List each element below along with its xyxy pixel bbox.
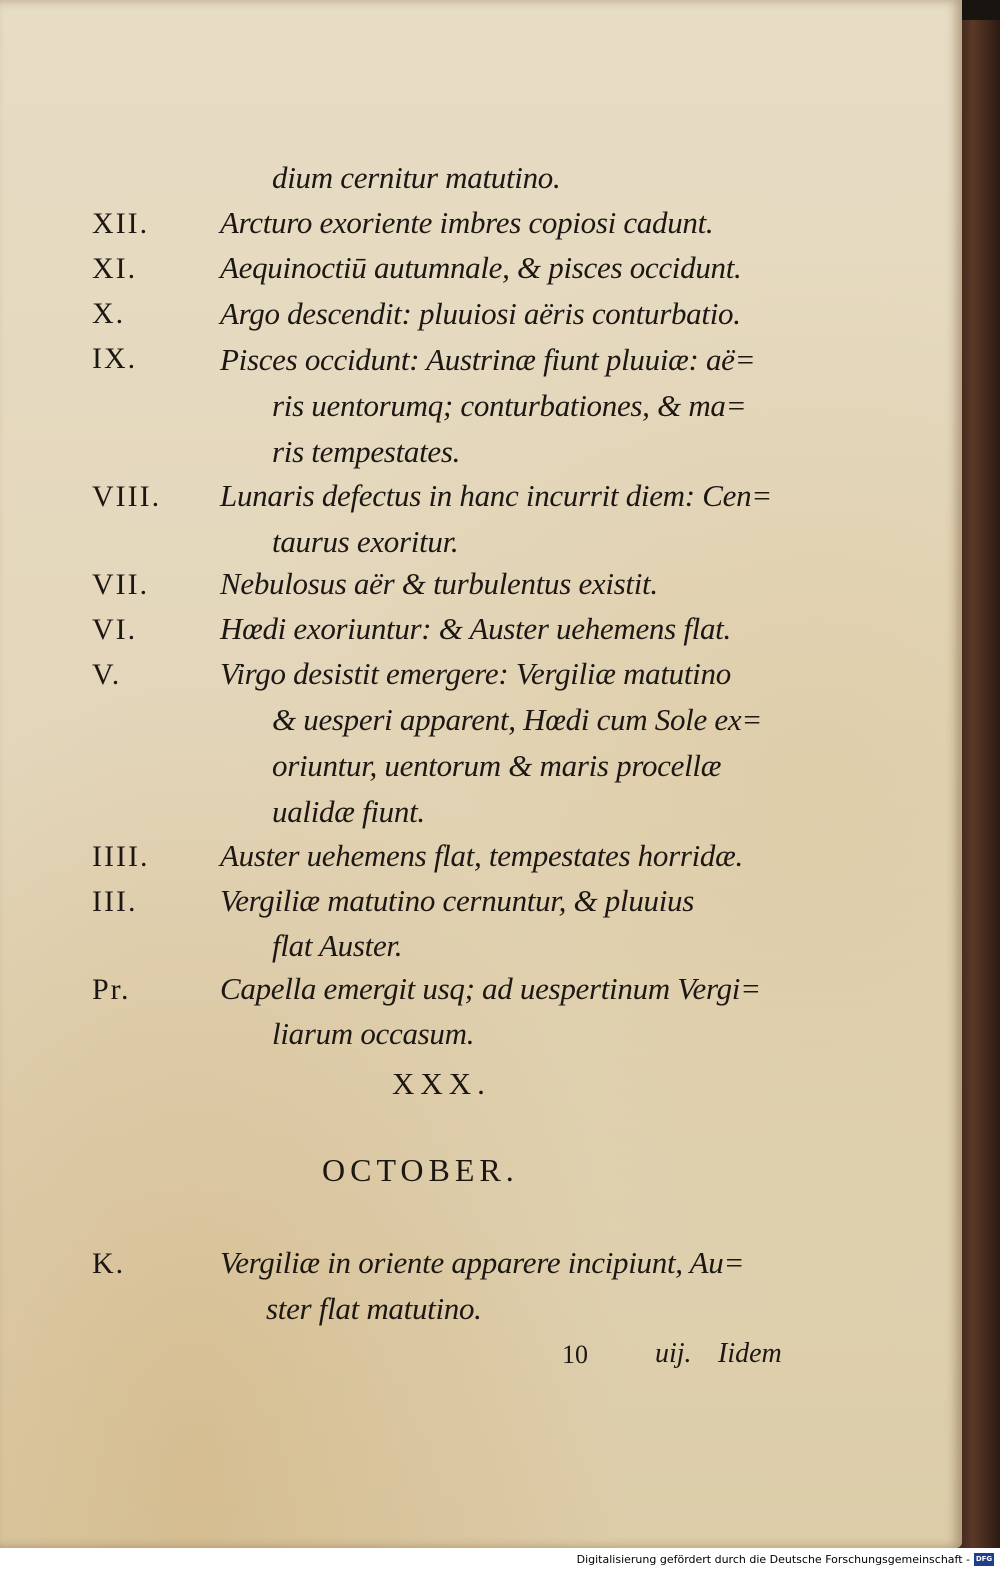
entry-text: Virgo desistit emergere: Vergiliæ matutino — [220, 656, 731, 691]
day-numeral: XII. — [92, 207, 150, 240]
catchword: Iidem — [718, 1338, 782, 1369]
day-numeral: IX. — [92, 342, 138, 375]
day-count: XXX. — [392, 1066, 491, 1101]
attribution-bar — [0, 1548, 1000, 1573]
day-numeral: XI. — [92, 252, 138, 285]
attribution-text: Digitalisierung gefördert durch die Deutsche Forschungsgemeinschaft - — [576, 1553, 970, 1566]
entry-text: Auster uehemens flat, tempestates horridæ. — [220, 838, 743, 873]
day-numeral: V. — [92, 658, 122, 691]
entry-text: ris tempestates. — [272, 434, 461, 469]
entry-text: liarum occasum. — [272, 1016, 475, 1051]
day-numeral: VI. — [92, 613, 138, 646]
day-numeral: VIII. — [92, 480, 162, 513]
dfg-logo: DFG — [974, 1553, 994, 1566]
entry-text: Vergiliæ in oriente apparere incipiunt, Au= — [220, 1245, 745, 1280]
page-number: 10 — [562, 1340, 588, 1369]
entry-text: ster flat matutino. — [266, 1291, 482, 1326]
entry-text: Pisces occidunt: Austrinæ fiunt pluuiæ: aë= — [220, 342, 756, 377]
day-numeral: X. — [92, 297, 126, 330]
month-heading: OCTOBER. — [322, 1152, 519, 1188]
entry-text: & uesperi apparent, Hœdi cum Sole ex= — [272, 702, 762, 737]
continuation-line: dium cernitur matutino. — [272, 160, 561, 195]
entry-text: Capella emergit usq; ad uespertinum Vergi= — [220, 971, 761, 1006]
entry-text: Aequinoctiū autumnale, & pisces occidunt. — [220, 250, 742, 285]
entry-text: Argo descendit: pluuiosi aëris conturbatio. — [220, 296, 741, 331]
day-numeral: VII. — [92, 568, 150, 601]
entry-text: taurus exoritur. — [272, 524, 459, 559]
entry-text: oriuntur, uentorum & maris procellæ — [272, 748, 722, 783]
entry-text: Arcturo exoriente imbres copiosi cadunt. — [220, 205, 714, 240]
day-numeral: K. — [92, 1247, 126, 1280]
entry-text: flat Auster. — [272, 928, 403, 963]
entry-text: ualidæ fiunt. — [272, 794, 425, 829]
day-numeral: Pr. — [92, 973, 131, 1006]
entry-text: ris uentorumq; conturbationes, & ma= — [272, 388, 747, 423]
signature-mark: uij. — [655, 1338, 692, 1369]
day-numeral: IIII. — [92, 840, 150, 873]
entry-text: Lunaris defectus in hanc incurrit diem: Cen= — [220, 478, 772, 513]
day-numeral: III. — [92, 885, 138, 918]
entry-text: Vergiliæ matutino cernuntur, & pluuius — [220, 883, 694, 918]
entry-text: Nebulosus aër & turbulentus existit. — [220, 566, 658, 601]
entry-text: Hœdi exoriuntur: & Auster uehemens flat. — [220, 611, 731, 646]
